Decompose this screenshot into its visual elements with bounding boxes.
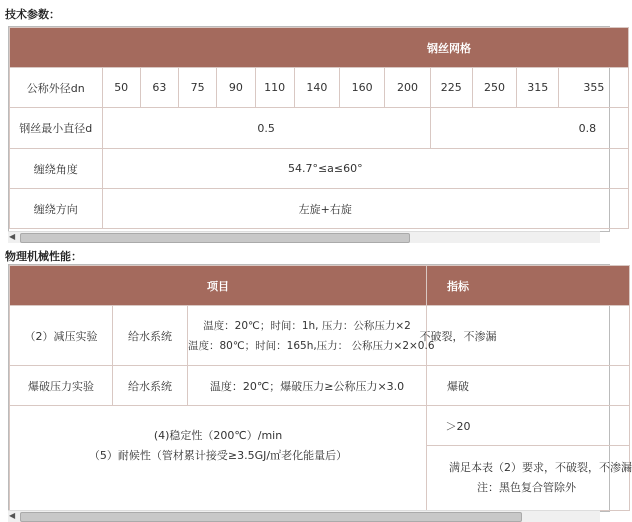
index-cell: 爆破	[427, 366, 630, 406]
table-row	[10, 366, 630, 406]
table-row	[10, 189, 629, 229]
mech-props-heading: 物理机械性能：	[5, 250, 82, 263]
index-cell: 不破裂，不渗漏	[427, 306, 630, 366]
system-cell: 给水系统	[113, 306, 188, 366]
dn-value: 110	[255, 68, 294, 108]
dn-value: 90	[217, 68, 255, 108]
horizontal-scrollbar[interactable]	[8, 510, 600, 522]
dn-value: 75	[179, 68, 217, 108]
table-row	[10, 68, 629, 108]
weather-index-cell: 满足本表（2）要求，不破裂，不渗漏 注：黑色复合管除外	[427, 446, 630, 511]
row-label: 公称外径dn	[10, 68, 103, 108]
scroll-left-icon[interactable]: ◀	[9, 511, 16, 520]
dn-value: 250	[472, 68, 516, 108]
dn-value: 315	[517, 68, 559, 108]
winding-direction-value: 左旋+右旋	[102, 189, 628, 229]
dn-value: 200	[385, 68, 430, 108]
steel-mesh-header: 钢丝网格	[10, 28, 629, 68]
mech-props-table	[9, 265, 630, 511]
table-row	[10, 108, 629, 149]
dn-value: 160	[340, 68, 385, 108]
table-row	[10, 149, 629, 189]
conditions-cell: 温度：20℃；爆破压力≥公称压力×3.0	[188, 366, 427, 406]
row-label: 缠绕方向	[10, 189, 103, 229]
scroll-thumb[interactable]	[20, 512, 522, 522]
index-header: 指标	[427, 266, 630, 306]
table-row	[10, 406, 630, 446]
row-label: 钢丝最小直径d	[10, 108, 103, 149]
dn-value: 63	[140, 68, 178, 108]
dn-value: 355	[559, 68, 629, 108]
item-header: 项目	[10, 266, 427, 306]
test-item: 爆破压力实验	[10, 366, 113, 406]
stability-index-cell: ＞20	[427, 406, 630, 446]
dn-value: 50	[102, 68, 140, 108]
dn-value: 225	[430, 68, 472, 108]
wire-diameter-value: 0.8	[430, 108, 628, 149]
row-label: 缠绕角度	[10, 149, 103, 189]
tech-params-table	[9, 27, 629, 229]
stability-weather-cell: (4)稳定性（200℃）/min （5）耐候性（管材累计接受≥3.5GJ/㎡老化能量后）	[10, 406, 427, 511]
winding-angle-value: 54.7°≤a≤60°	[102, 149, 628, 189]
horizontal-scrollbar[interactable]	[8, 231, 600, 243]
wire-diameter-value: 0.5	[102, 108, 430, 149]
conditions-cell: 温度：20℃；时间：1h, 压力：公称压力×2 温度：80℃；时间：165h,压力： 公称压力×2×0.6	[188, 306, 427, 366]
dn-value: 140	[294, 68, 339, 108]
table-row	[10, 306, 630, 366]
system-cell: 给水系统	[113, 366, 188, 406]
scroll-left-icon[interactable]: ◀	[9, 232, 16, 241]
tech-params-heading: 技术参数：	[5, 8, 60, 21]
test-item: （2）减压实验	[10, 306, 113, 366]
scroll-thumb[interactable]	[20, 233, 410, 243]
